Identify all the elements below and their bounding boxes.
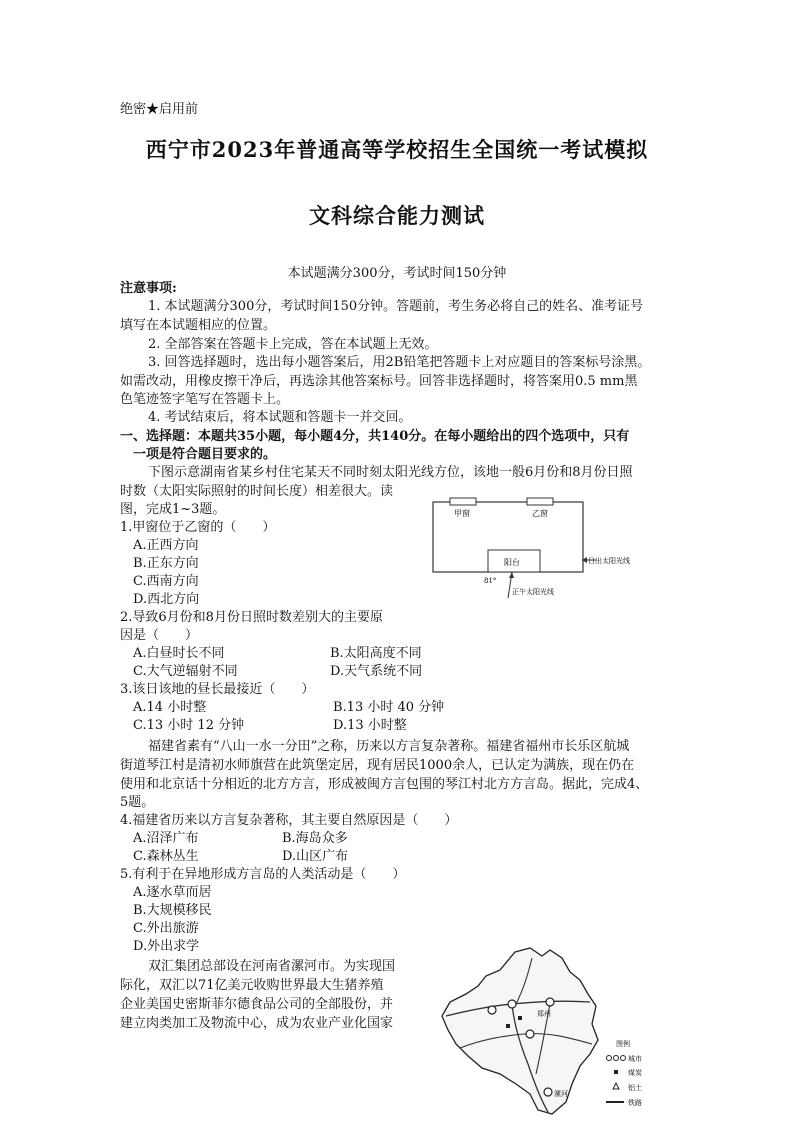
passage2-line: 5题。 [120, 795, 155, 810]
q4-option-c: C.森林丛生 [133, 849, 199, 864]
exam-title: 西宁市2023年普通高等学校招生全国统一考试模拟 [145, 137, 649, 162]
notice-item-1-cont: 填写在本试题相应的位置。 [120, 318, 277, 333]
q2-stem: 2.导致6月份和8月份日照时数差别大的主要原 [120, 610, 383, 625]
passage3-line: 企业美国史密斯菲尔德食品公司的全部股份，并 [120, 997, 394, 1012]
q1-option-a: A.正西方向 [133, 538, 199, 553]
notice-heading: 注意事项: [120, 281, 177, 296]
legend-title: 图例 [616, 1040, 630, 1048]
passage3-line: 双汇集团总部设在河南省漯河市。为实现国 [148, 959, 396, 974]
exam-subtitle: 文科综合能力测试 [309, 203, 485, 228]
exam-info: 本试题满分300分，考试时间150分钟 [287, 266, 507, 281]
window-b [527, 498, 553, 505]
angle-label: 81° [484, 577, 497, 585]
legend-bauxite-icon [613, 1083, 619, 1089]
q5-option-d: D.外出求学 [133, 939, 200, 954]
q4-option-a: A.沼泽广布 [133, 831, 199, 846]
province-outline [442, 948, 598, 1114]
passage3-line: 际化，双汇以71亿美元收购世界最大生猪养殖 [120, 978, 384, 993]
q5-option-b: B.大规模移民 [133, 903, 212, 918]
city-marker [488, 1006, 496, 1014]
balcony-label: 阳台 [504, 558, 520, 567]
legend-coal-label: 煤炭 [628, 1069, 642, 1077]
q4-stem: 4.福建省历来以方言复杂著称，其主要自然原因是（ ） [120, 813, 458, 828]
q5-option-c: C.外出旅游 [133, 921, 199, 936]
city-marker [526, 1030, 534, 1038]
sunrise-ray-label: 日出太阳光线 [588, 557, 630, 565]
window-a [450, 498, 476, 505]
notice-item-3-cont2: 色笔迹签字笔写在答题卡上。 [120, 392, 290, 407]
q2-stem-cont: 因是（ ） [120, 628, 199, 643]
q2-option-c: C.大气逆辐射不同 [133, 664, 238, 679]
q2-option-a: A.白昼时长不同 [133, 646, 225, 661]
section1-heading: 一、选择题：本题共35小题，每小题4分，共140分。在每小题给出的四个选项中，只有 [120, 429, 630, 444]
passage1-line: 图，完成1~3题。 [120, 502, 226, 517]
window-b-label: 乙窗 [532, 509, 548, 518]
q3-option-d: D.13 小时整 [333, 718, 407, 733]
legend-rail-label: 铁路 [628, 1099, 642, 1107]
henan-map [420, 944, 680, 1120]
passage2-line: 福建省素有“八山一水一分田”之称，历来以方言复杂著称。福建省福州市长乐区航城 [148, 739, 630, 754]
legend-city-label: 城市 [628, 1055, 642, 1063]
notice-item-2: 2. 全部答案在答题卡上完成，答在本试题上无效。 [148, 337, 438, 352]
q1-option-d: D.西北方向 [133, 592, 200, 607]
legend-city-icon [614, 1056, 619, 1061]
city-label: 漯河 [554, 1090, 568, 1098]
city-label: 郑州 [537, 1010, 551, 1018]
coal-marker [518, 1016, 522, 1020]
q2-option-b: B.太阳高度不同 [330, 646, 422, 661]
notice-item-1: 1. 本试题满分300分，考试时间150分钟。答题前，考生务必将自己的姓名、准考证号 [148, 299, 644, 314]
notice-item-3: 3. 回答选择题时，选出每小题答案后，用2B铅笔把答题卡上对应题目的答案标号涂黑。 [148, 355, 651, 370]
passage3-line: 建立肉类加工及物流中心，成为农业产业化国家 [120, 1016, 394, 1031]
q3-option-a: A.14 小时整 [133, 700, 207, 715]
q5-stem: 5.有利于在异地形成方言岛的人类活动是（ ） [120, 867, 406, 882]
passage2-line: 街道琴江村是清初水师旗营在此筑堡定居，现有居民1000余人，已认定为满族，现在仍在 [120, 758, 635, 773]
noon-ray-label: 正午太阳光线 [512, 588, 554, 596]
q4-option-b: B.海岛众多 [282, 831, 348, 846]
q4-option-d: D.山区广布 [282, 849, 349, 864]
notice-item-4: 4. 考试结束后，将本试题和答题卡一并交回。 [148, 410, 412, 425]
q3-stem: 3.该日该地的昼长最接近（ ） [120, 682, 315, 697]
q1-stem: 1.甲窗位于乙窗的（ ） [120, 520, 276, 535]
q2-option-d: D.天气系统不同 [330, 664, 423, 679]
city-marker [544, 1088, 552, 1096]
passage2-line: 使用和北京话十分相近的北方方言，形成被闽方言包围的琴江村北方方言岛。据此，完成4、 [120, 777, 649, 792]
confidential-mark: 绝密★启用前 [120, 102, 199, 117]
q3-option-c: C.13 小时 12 分钟 [133, 718, 245, 733]
coal-marker [506, 1024, 510, 1028]
q1-option-b: B.正东方向 [133, 556, 199, 571]
legend-coal-icon [614, 1070, 618, 1074]
passage1-line: 时数（太阳实际照射的时间长度）相差很大。读 [120, 484, 394, 499]
passage1-line: 下图示意湖南省某乡村住宅某天不同时刻太阳光线方位，该地一般6月份和8月份日照 [148, 465, 633, 480]
legend-city-icon [607, 1056, 612, 1061]
window-a-label: 甲窗 [454, 509, 470, 518]
q5-option-a: A.逐水草而居 [133, 885, 212, 900]
legend-bauxite-label: 铝土 [628, 1084, 642, 1092]
q3-option-b: B.13 小时 40 分钟 [333, 700, 445, 715]
q1-option-c: C.西南方向 [133, 574, 199, 589]
section1-heading-cont: 一项是符合题目要求的。 [133, 447, 277, 462]
city-marker [546, 998, 554, 1006]
legend-city-icon [621, 1056, 626, 1061]
house-sunlight-diagram [428, 490, 668, 602]
notice-item-3-cont: 如需改动，用橡皮擦干净后，再选涂其他答案标号。回答非选择题时，将答案用0.5 mm黑 [120, 374, 638, 389]
city-marker [508, 1000, 516, 1008]
